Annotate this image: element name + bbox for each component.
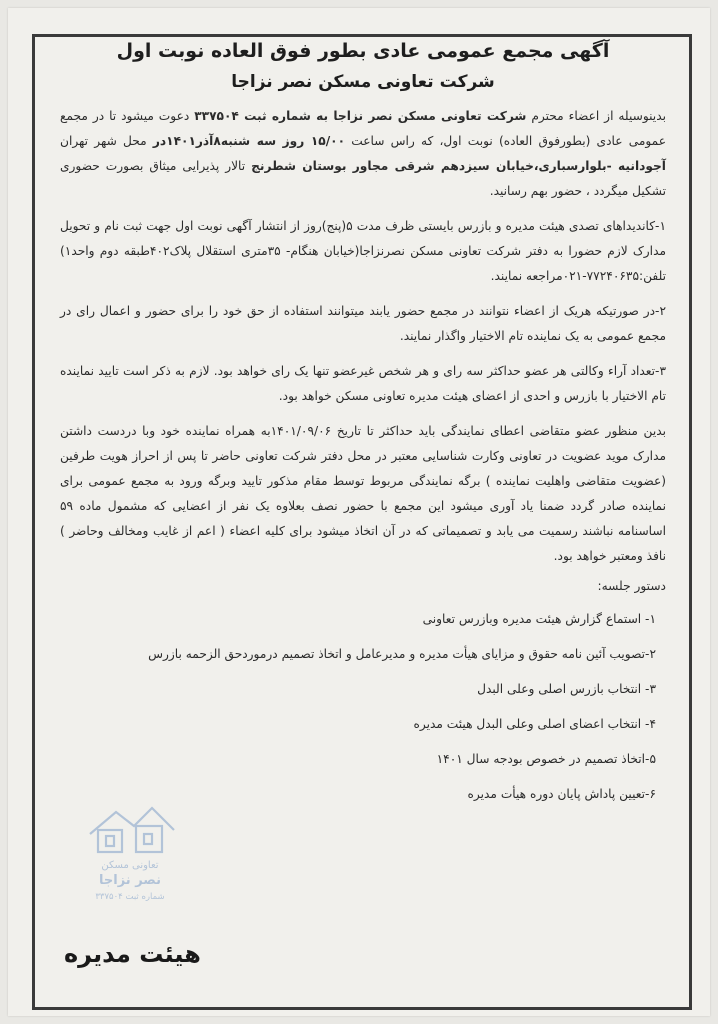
agenda-item: ۴- انتخاب اعضای اصلی وعلی البدل هیئت مدیره	[413, 717, 656, 731]
stamp-text-2: نصر نزاجا	[99, 873, 161, 888]
intro-text-3: محل شهر تهران	[60, 134, 153, 148]
intro-text-1: بدینوسیله از اعضاء محترم	[526, 109, 666, 123]
page-title: آگهی مجمع عمومی عادی بطور فوق العاده نوبت اول	[116, 40, 610, 62]
house-body-icon-2	[136, 826, 162, 852]
agenda-list	[60, 607, 656, 807]
house-body-icon	[98, 830, 122, 852]
agenda-item: ۳- انتخاب بازرس اصلی وعلی البدل	[477, 682, 656, 696]
agenda-item: ۶-تعیین پاداش پایان دوره هیأت مدیره	[467, 787, 656, 801]
stamp-text-3: شماره ثبت ۳۳۷۵۰۴	[95, 892, 165, 902]
agenda-item: ۱- استماع گزارش هیئت مدیره وبازرس تعاونی	[422, 612, 656, 626]
paragraph-1: ۱-کاندیداهای تصدی هیئت مدیره و بازرس بایستی ظرف مدت ۵(پنج)روز از انتشار آگهی نوبت اول جهت ثبت نام و تحویل مدارک لازم حضورا به دفتر شرکت تعاونی مسکن نصرنزاجا(خیابان هنگام- ۳۵متری استقلال پلاک۴۰۲طبقه دوم واحد۱) تلفن:۷۷۲۴۰۶۳۵-۰۲۱مراجعه نمایند.	[60, 219, 666, 283]
intro-datetime: ۱۵/۰۰ روز سه شنبه۸آذر۱۴۰۱در	[152, 134, 346, 148]
agenda-title: دستور جلسه:	[597, 579, 666, 593]
signature-board: هیئت مدیره	[64, 940, 201, 968]
paragraph-3: ۳-تعداد آراء وکالتی هر عضو حداکثر سه رای و هر شخص غیرعضو تنها یک رای خواهد بود. لازم به ذکر است تایید نماینده تام الاختیار با بازرس و احدی از اعضای هیئت مدیره تعاونی مسکن خواهد بود.	[60, 364, 666, 403]
stamp-text-1: تعاونی مسکن	[101, 860, 159, 871]
intro-company: شرکت تعاونی مسکن نصر نزاجا به شماره ثبت ۳۳۷۵۰۴	[194, 109, 527, 123]
company-title: شرکت تعاونی مسکن نصر نزاجا	[231, 72, 495, 92]
intro-text-2: دعوت میشود تا در مجمع عمومی عادی (بطورفوق العاده) نوبت اول، که راس ساعت	[60, 109, 667, 148]
intro-paragraph	[60, 104, 666, 204]
agenda-item: ۲-تصویب آئین نامه حقوق و مزایای هیأت مدیره و مدیرعامل و اتخاذ تصمیم درموردحق الزحمه بازرس	[148, 647, 656, 661]
agenda-item: ۵-اتخاذ تصمیم در خصوص بودجه سال ۱۴۰۱	[436, 752, 656, 766]
intro-address: آجودانیه -بلوارسباری،خیابان سیزدهم شرقی مجاور بوستان شطرنج	[251, 159, 666, 173]
intro-text-4: تالار پذیرایی میثاق بصورت حضوری تشکیل میگردد ، حضور بهم رسانید.	[60, 159, 666, 198]
paragraph-2: ۲-در صورتیکه هریک از اعضاء نتوانند در مجمع حضور یابند میتوانند استفاده از حق خود را برای حضور و اعمال رای در مجمع عمومی به یک نماینده تام الاختیار واگذار نمایند.	[60, 304, 666, 343]
announcement-body	[60, 34, 666, 817]
cooperative-stamp-logo	[76, 790, 184, 905]
paragraph-4: بدین منظور عضو متقاضی اعطای نمایندگی باید حداکثر تا تاریخ ۱۴۰۱/۰۹/۰۶به همراه نماینده خود وبا دردست داشتن مدارک موید عضویت در تعاونی وکارت شناسایی معتبر در محل دفتر شرکت تعاونی حاضر تا پس از احراز هویت طرفین (عضویت متقاضی واهلیت نماینده ) برگه نمایندگی مربوط توسط مقام مذکور تایید وبرگه ورود به مجمع عمومی برای نماینده صادر گردد ضمنا یاد آوری میشود این مجمع با حضور نصف بعلاوه یک نفر از اعضایی که مشمول ماده ۵۹ اساسنامه نباشند رسمیت می یابد و تصمیماتی که در آن اتخاذ میشود برای کلیه اعضاء ( اعم از غایب ومخالف وحاضر ) نافذ ومعتبر خواهد بود.	[60, 424, 666, 563]
